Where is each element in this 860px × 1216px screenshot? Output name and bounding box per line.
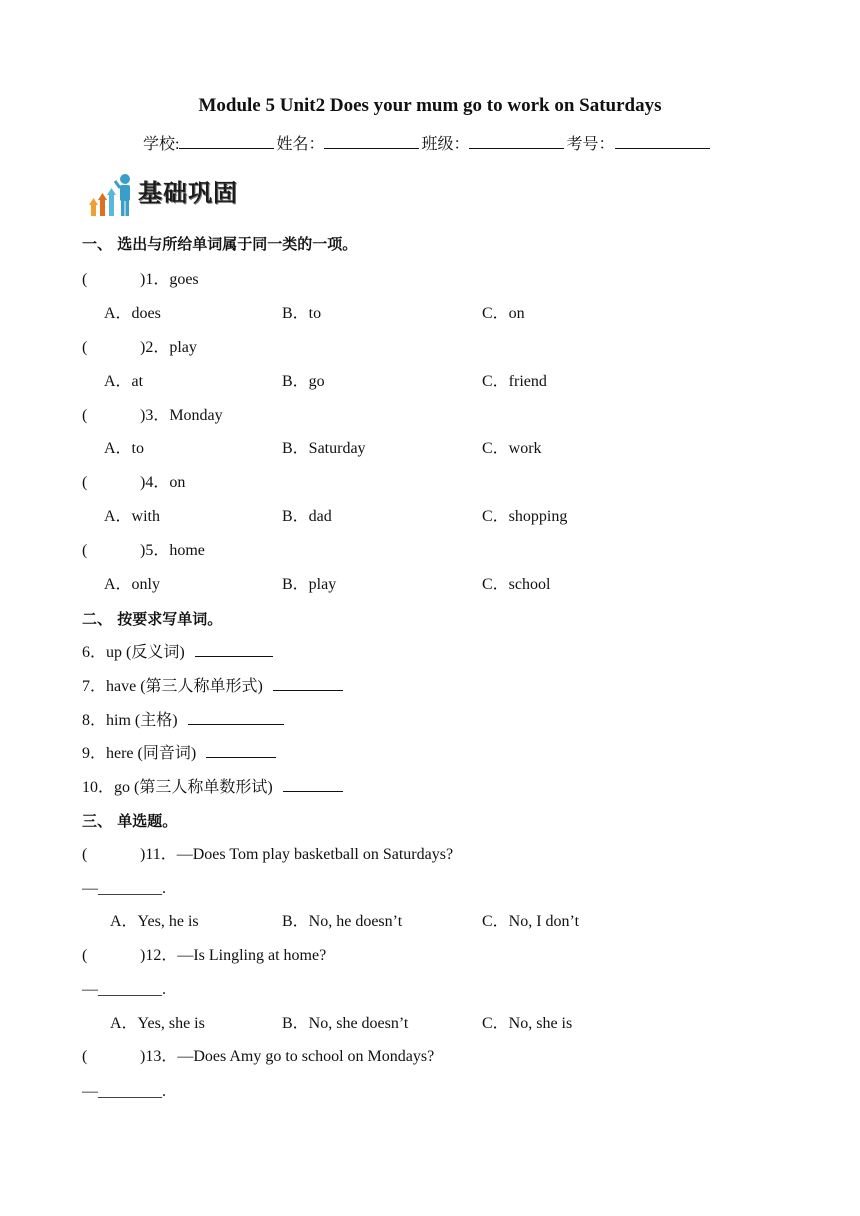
q12-option-c[interactable]: C．No, she is [482,1015,573,1032]
q5-option-c[interactable]: C．school [482,576,551,593]
q6-text: 6．up (反义词) [82,644,185,661]
section2-heading: 二、 按要求写单词。 [82,610,223,628]
q12-paren: ( [82,947,88,964]
section1-heading: 一、 选出与所给单词属于同一类的一项。 [82,235,358,253]
q8-answer-blank[interactable] [188,710,284,725]
q5-stem: )5．home [140,542,205,559]
q4-paren: ( [82,474,88,491]
q7-text: 7．have (第三人称单形式) [82,678,263,695]
q1-stem: )1．goes [140,271,199,288]
q12-option-b[interactable]: B．No, she doesn’t [282,1015,409,1032]
q1-paren: ( [82,271,88,288]
q11-option-a[interactable]: A．Yes, he is [110,913,199,930]
q2-option-b[interactable]: B．go [282,373,325,390]
school-label: 学校: [143,136,180,153]
q11-paren: ( [82,846,88,863]
school-blank[interactable] [179,134,274,149]
q2-stem: )2．play [140,339,197,356]
exam-no-blank[interactable] [615,134,710,149]
q3-option-b[interactable]: B．Saturday [282,440,366,457]
q7-answer-blank[interactable] [273,676,343,691]
growth-person-icon [88,172,138,218]
q3-paren: ( [82,407,88,424]
student-info-line [143,134,712,155]
q9-answer-blank[interactable] [206,743,276,758]
section3-heading: 三、 单选题。 [82,812,178,830]
q10-answer-blank[interactable] [283,777,343,792]
q4-option-b[interactable]: B．dad [282,508,332,525]
q6-item [82,642,273,663]
q13-stem: )13．—Does Amy go to school on Mondays? [140,1048,435,1065]
q11-option-b[interactable]: B．No, he doesn’t [282,913,403,930]
q12-stem: )12．—Is Lingling at home? [140,947,327,964]
q2-option-a[interactable]: A．at [104,373,144,390]
class-label: 班级： [421,136,470,153]
q4-option-c[interactable]: C．shopping [482,508,568,525]
q1-option-a[interactable]: A．does [104,305,161,322]
q4-stem: )4．on [140,474,186,491]
q13-paren: ( [82,1048,88,1065]
q2-option-c[interactable]: C．friend [482,373,547,390]
q8-text: 8．him (主格) [82,712,178,729]
q9-text: 9．here (同音词) [82,745,197,762]
q7-item [82,676,343,697]
q3-stem: )3．Monday [140,407,223,424]
q3-option-c[interactable]: C．work [482,440,542,457]
name-blank[interactable] [324,134,419,149]
q11-stem: )11．—Does Tom play basketball on Saturdays? [140,846,454,863]
q8-item [82,710,284,731]
q4-option-a[interactable]: A．with [104,508,161,525]
banner-title: 基础巩固 [138,179,238,207]
q5-option-b[interactable]: B．play [282,576,337,593]
q13-answer-line: —________. [82,1083,166,1100]
q10-item [82,777,343,798]
section-banner [88,172,263,218]
page-title: Module 5 Unit2 Does your mum go to work on Saturdays [198,95,662,116]
q6-answer-blank[interactable] [195,642,273,657]
q11-option-c[interactable]: C．No, I don’t [482,913,580,930]
class-blank[interactable] [469,134,564,149]
q5-paren: ( [82,542,88,559]
q1-option-c[interactable]: C．on [482,305,525,322]
name-label: 姓名： [276,136,325,153]
exam-no-label: 考号： [566,136,615,153]
q3-option-a[interactable]: A．to [104,440,145,457]
q2-paren: ( [82,339,88,356]
q5-option-a[interactable]: A．only [104,576,161,593]
q9-item [82,743,276,764]
q11-answer-line: —________. [82,880,166,897]
q12-answer-line: —________. [82,981,166,998]
q1-option-b[interactable]: B．to [282,305,322,322]
q12-option-a[interactable]: A．Yes, she is [110,1015,205,1032]
q10-text: 10．go (第三人称单数形试) [82,779,273,796]
